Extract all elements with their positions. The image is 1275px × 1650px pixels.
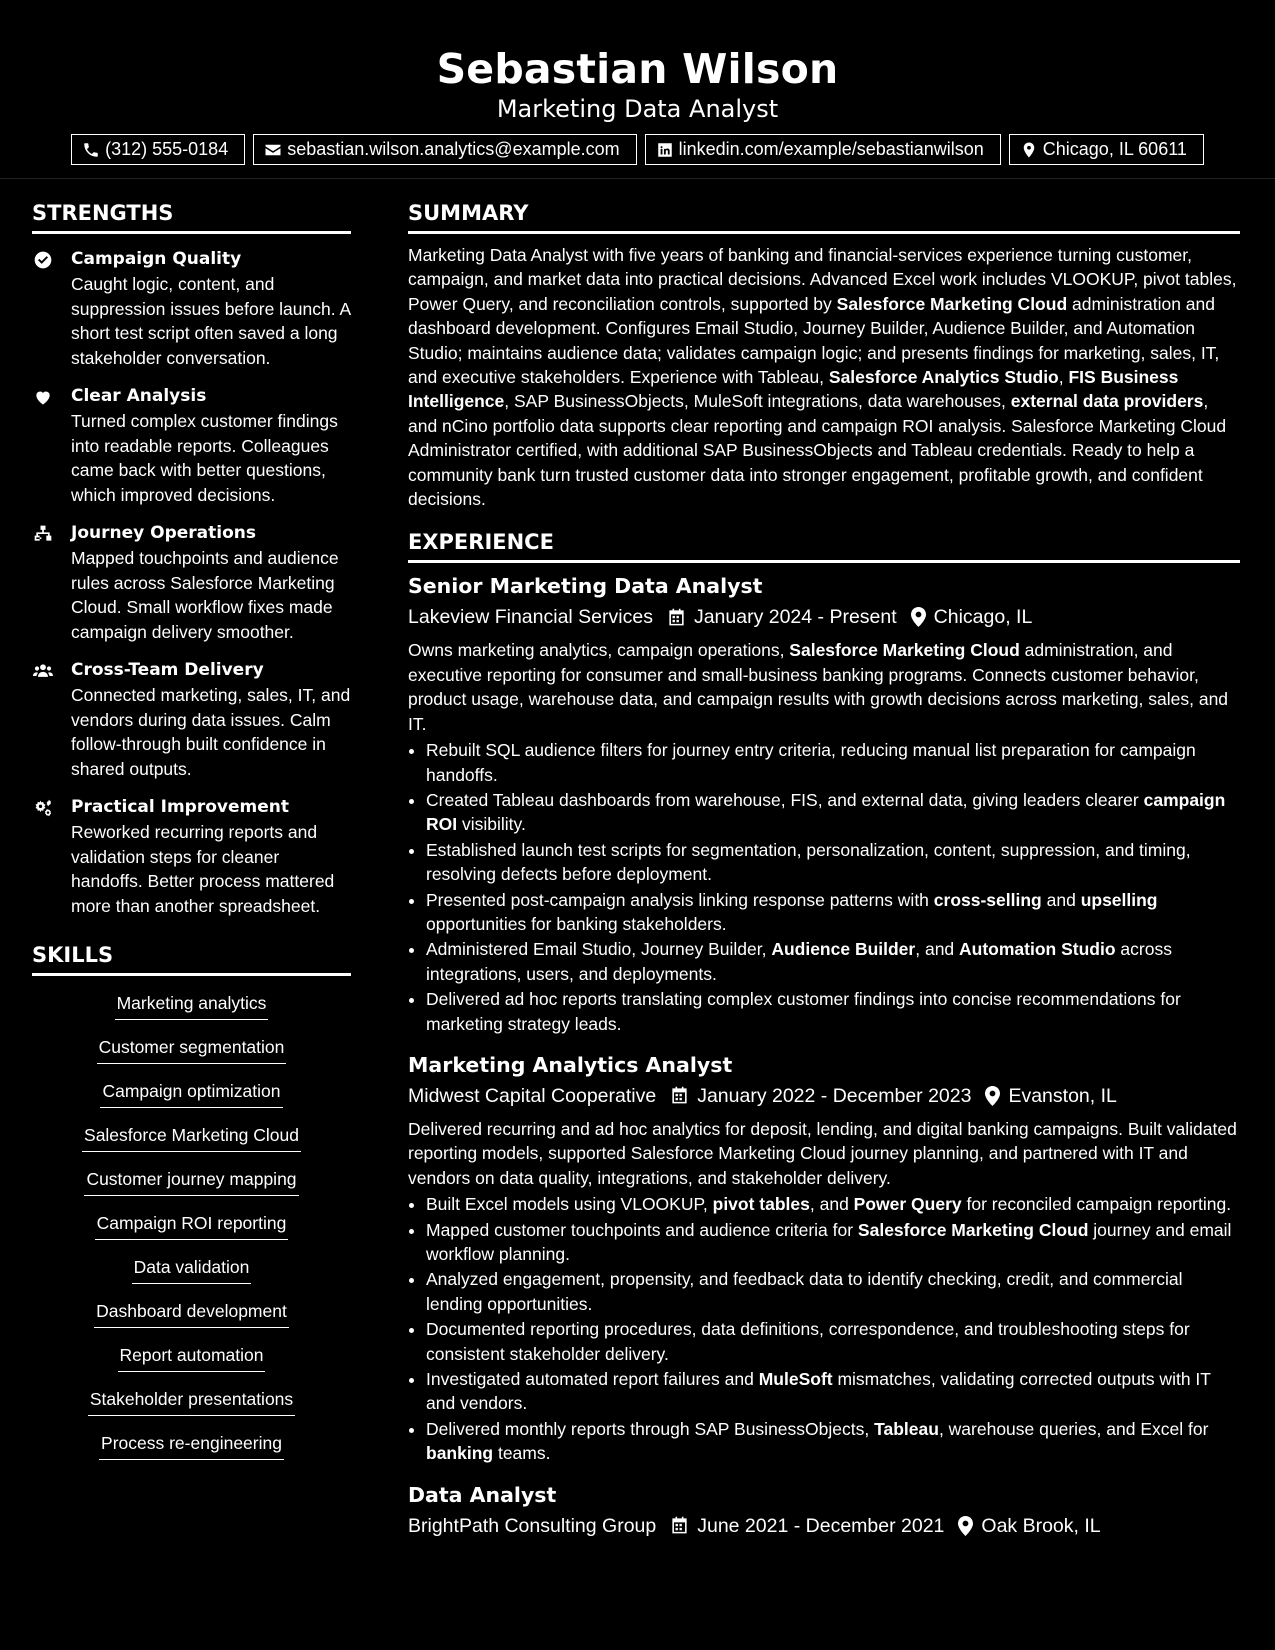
strength-desc: Turned complex customer findings into readable reports. Colleagues came back with better questions, which improved decisions. [71, 411, 338, 505]
skill-tag: Customer journey mapping [84, 1166, 298, 1196]
text-span: Administered Email Studio, Journey Builder, [426, 939, 772, 960]
job-meta [408, 602, 1240, 632]
strength-title: Campaign Quality [71, 249, 242, 269]
skill-tag: Report automation [118, 1342, 266, 1372]
strength-item [32, 383, 351, 507]
text-span: Analyzed engagement, propensity, and feedback data to identify checking, credit, and commercial lending opportunities. [426, 1269, 1183, 1314]
text-span: Delivered recurring and ad hoc analytics for deposit, lending, and digital banking campaigns. Built validated reporting models, supported Salesforce Marketing Cloud journey planning, and partnered with IT and vendors on data quality, integrations, and stakeholder delivery. [408, 1118, 1237, 1188]
job-bullet [426, 1267, 1240, 1316]
text-span: administration, and executive reporting for consumer and small-business banking programs. Connects customer behavior, product usage, warehouse data, and campaign results with growth decisions across marketing, sales, and IT. [408, 640, 1229, 734]
strength-desc: Connected marketing, sales, IT, and vendors during data issues. Calm follow-through built confidence in shared outputs. [71, 685, 351, 779]
heart-icon [32, 387, 54, 407]
left-column [32, 196, 351, 1474]
resume-header [0, 0, 1275, 159]
location-text: Chicago, IL 60611 [1042, 139, 1187, 159]
text-span: across integrations, users, and deployments. [426, 939, 1172, 984]
job-bullet [426, 738, 1240, 787]
job-bullet [426, 788, 1240, 837]
strength-item [32, 794, 351, 918]
envelope-icon [264, 141, 282, 159]
bold-text: upselling [1080, 889, 1158, 910]
bold-text: external data providers [1010, 391, 1204, 412]
text-span: mismatches, validating corrected outputs with IT and vendors. [426, 1369, 1211, 1414]
strength-item [32, 657, 351, 781]
job-bullets [408, 1192, 1240, 1465]
experience-heading: EXPERIENCE [408, 525, 1240, 563]
skill-tag: Dashboard development [94, 1298, 289, 1328]
bold-text: pivot tables [712, 1194, 810, 1215]
skill-tag: Data validation [132, 1254, 252, 1284]
strength-desc: Caught logic, content, and suppression issues before launch. A short test script often saved a long stakeholder conversation. [71, 274, 351, 368]
phone-text: (312) 555-0184 [105, 139, 229, 159]
contact-location [1009, 134, 1204, 165]
bold-text: FIS Business Intelligence [408, 367, 1179, 412]
text-span: Created Tableau dashboards from warehouse, FIS, and external data, giving leaders clearer [426, 789, 1144, 810]
text-span: Built Excel models using VLOOKUP, [426, 1194, 713, 1215]
header-divider [0, 178, 1275, 179]
text-span: Presented post-campaign analysis linking response patterns with [426, 889, 934, 910]
linkedin-text: linkedin.com/example/sebastianwilson [678, 139, 984, 159]
map-pin-icon [985, 1086, 1000, 1106]
linkedin-icon [656, 141, 674, 159]
strength-desc: Mapped touchpoints and audience rules across Salesforce Marketing Cloud. Small workflow fixes made campaign delivery smoother. [71, 548, 339, 642]
strengths-list [32, 246, 351, 918]
text-span: , warehouse queries, and Excel for [938, 1418, 1209, 1439]
strength-title: Practical Improvement [71, 797, 289, 817]
job-company: Lakeview Financial Services [408, 606, 653, 629]
contact-phone[interactable] [71, 134, 245, 165]
text-span: administration and dashboard development. Configures Email Studio, Journey Builder, Audience Builder, and Automation Studio; maintains audience data; validates campaign logic; and presents findings for marketing, sales, IT, and executive stakeholders. Experience with Tableau, [408, 293, 1220, 388]
phone-icon [82, 141, 100, 159]
bold-text: Salesforce Analytics Studio [828, 367, 1059, 388]
text-span: Rebuilt SQL audience filters for journey entry criteria, reducing manual list preparation for campaign handoffs. [426, 740, 1196, 785]
skills-heading: SKILLS [32, 938, 351, 976]
calendar-icon [670, 1086, 689, 1105]
users-icon [32, 661, 54, 681]
strength-title: Clear Analysis [71, 386, 207, 406]
text-span: Marketing Data Analyst with five years of banking and financial-services experience turning customer, campaign, and market data into practical decisions. Advanced Excel work includes VLOOKUP, pivot tables, Power Query, and reconciliation controls, supported by [408, 245, 1237, 314]
summary-text [408, 243, 1240, 511]
candidate-name: Sebastian Wilson [436, 45, 839, 93]
summary-heading: SUMMARY [408, 196, 1240, 234]
job-dates: June 2021 - December 2021 [697, 1514, 945, 1537]
bold-text: Salesforce Marketing Cloud [857, 1219, 1089, 1240]
map-pin-icon [911, 607, 926, 627]
skill-tag: Campaign optimization [100, 1078, 282, 1108]
text-span: Established launch test scripts for segmentation, personalization, content, suppression, and timing, resolving defects before deployment. [426, 839, 1191, 885]
job-company: Midwest Capital Cooperative [408, 1084, 657, 1107]
job-location: Chicago, IL [933, 606, 1033, 629]
job-bullet [426, 838, 1240, 887]
text-span: teams. [493, 1443, 551, 1464]
job-title: Data Analyst [408, 1482, 557, 1507]
map-pin-icon [958, 1516, 973, 1536]
calendar-icon [667, 608, 686, 627]
text-span: Mapped customer touchpoints and audience criteria for [426, 1219, 858, 1240]
text-span: Investigated automated report failures and [426, 1369, 759, 1390]
bold-text: Salesforce Marketing Cloud [789, 640, 1020, 661]
bold-text: Tableau [874, 1418, 939, 1439]
skill-tag: Process re-engineering [99, 1430, 284, 1460]
job-bullet [426, 937, 1240, 986]
skill-tag: Salesforce Marketing Cloud [82, 1122, 301, 1152]
text-span: , and [915, 939, 960, 960]
strength-desc: Reworked recurring reports and validation steps for cleaner handoffs. Better process mattered more than another spreadsheet. [71, 822, 335, 916]
job-meta [408, 1081, 1240, 1111]
text-span: Delivered ad hoc reports translating complex customer findings into concise recommendations for marketing strategy leads. [426, 989, 1181, 1034]
skill-tag: Stakeholder presentations [88, 1386, 295, 1416]
job-meta [408, 1511, 1240, 1541]
job-list [408, 571, 1240, 1540]
job-description [408, 638, 1240, 736]
contact-email[interactable] [253, 134, 636, 165]
map-pin-icon [1020, 141, 1038, 159]
job-description [408, 1117, 1240, 1190]
skills-section [32, 938, 351, 1474]
strength-title: Cross-Team Delivery [71, 660, 264, 680]
job-title: Senior Marketing Data Analyst [408, 574, 763, 599]
bold-text: Salesforce Marketing Cloud [836, 293, 1068, 314]
text-span: Documented reporting procedures, data definitions, correspondence, and troubleshooting steps for consistent stakeholder delivery. [426, 1319, 1190, 1364]
job-dates: January 2024 - Present [693, 606, 897, 629]
bold-text: Automation Studio [959, 939, 1116, 960]
skill-tag: Customer segmentation [97, 1034, 287, 1064]
job-entry [408, 571, 1240, 1036]
contact-linkedin[interactable] [645, 134, 1001, 165]
text-span: visibility. [457, 814, 526, 835]
job-location: Evanston, IL [1008, 1084, 1117, 1107]
job-entry [408, 1480, 1240, 1541]
bold-text: banking [426, 1443, 494, 1464]
skill-tag: Campaign ROI reporting [95, 1210, 289, 1240]
job-dates: January 2022 - December 2023 [697, 1084, 972, 1107]
job-location: Oak Brook, IL [981, 1514, 1101, 1537]
job-bullet [426, 1417, 1240, 1466]
calendar-icon [670, 1516, 689, 1535]
job-title: Marketing Analytics Analyst [408, 1052, 733, 1077]
text-span: opportunities for banking stakeholders. [426, 913, 727, 934]
job-bullet [426, 1192, 1240, 1216]
text-span: , SAP BusinessObjects, MuleSoft integrations, data warehouses, [504, 391, 1011, 412]
bold-text: Power Query [853, 1194, 962, 1215]
text-span: Owns marketing analytics, campaign operations, [408, 640, 790, 661]
skill-tag: Marketing analytics [115, 990, 269, 1020]
bold-text: MuleSoft [758, 1369, 833, 1390]
job-bullets [408, 738, 1240, 1036]
text-span: Delivered monthly reports through SAP BusinessObjects, [426, 1418, 875, 1439]
bold-text: Audience Builder [771, 939, 916, 960]
email-text: sebastian.wilson.analytics@example.com [287, 139, 620, 159]
gears-icon [32, 798, 54, 818]
text-span: , and nCino portfolio data supports clear reporting and campaign ROI analysis. Salesforce Marketing Cloud Administrator certified, with additional SAP BusinessObjects and Tableau credentials. Ready to help a community bank turn trusted customer data into stronger engagement, profitable growth, and confident decisions. [408, 391, 1227, 510]
candidate-role: Marketing Data Analyst [496, 95, 779, 123]
job-entry [408, 1050, 1240, 1466]
text-span: and [1041, 889, 1081, 910]
bold-text: campaign ROI [426, 789, 1226, 835]
text-span: journey and email workflow planning. [426, 1219, 1232, 1264]
sitemap-icon [32, 524, 54, 544]
job-bullet [426, 987, 1240, 1036]
job-company: BrightPath Consulting Group [408, 1514, 657, 1537]
job-bullet [426, 1317, 1240, 1366]
job-bullet [426, 1367, 1240, 1416]
bold-text: cross-selling [933, 889, 1042, 910]
contact-bar [0, 134, 1275, 165]
experience-section [408, 525, 1240, 1540]
job-bullet [426, 888, 1240, 937]
strength-item [32, 520, 351, 644]
check-circle-icon [32, 250, 54, 270]
strength-item [32, 246, 351, 370]
skills-list [32, 990, 351, 1474]
right-column [408, 196, 1240, 1547]
text-span: for reconciled campaign reporting. [961, 1194, 1232, 1215]
strengths-heading: STRENGTHS [32, 196, 351, 234]
job-bullet [426, 1218, 1240, 1267]
text-span: , [1058, 367, 1069, 388]
strength-title: Journey Operations [71, 523, 256, 543]
text-span: , and [809, 1194, 854, 1215]
